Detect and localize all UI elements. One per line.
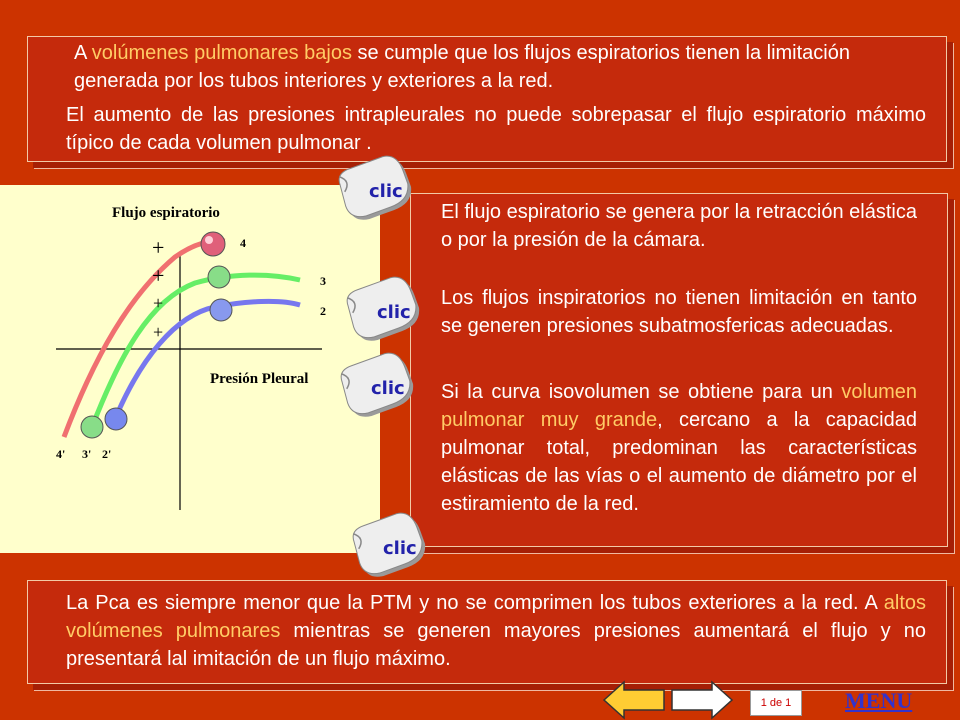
- plus-sign: +: [153, 322, 164, 342]
- ball-3: [208, 266, 230, 288]
- clic-label-2: clic: [377, 302, 411, 323]
- curve-label-3-prime: 3': [82, 447, 92, 461]
- right-paragraph-2: Los flujos inspiratorios no tienen limitación en tanto se generen presiones subatmosfericas adecuadas.: [441, 287, 917, 337]
- right-highlight: volumen pulmonar muy grande: [441, 381, 917, 431]
- top-text-box: [27, 36, 947, 162]
- ball-2: [210, 299, 232, 321]
- bottom-paragraph: La Pca es siempre menor que la PTM y no se comprimen los tubos exteriores a la red. A altos volúmenes pulmonares mientras se generen mayores presiones aumentará el flujo y no presentará lal imitación de un flujo máximo.: [66, 592, 927, 670]
- forward-arrow-icon[interactable]: [670, 680, 734, 720]
- ball-4: [201, 232, 225, 256]
- clic-label-1: clic: [369, 181, 403, 202]
- top-paragraph-1: A volúmenes pulmonares bajos se cumple que los flujos espiratorios tienen la limitación generada por los tubos interiores y exteriores a la red.: [74, 42, 850, 92]
- curve-label-4: 4: [240, 236, 246, 250]
- curve-label-3: 3: [320, 274, 326, 288]
- plus-sign: +: [152, 235, 165, 260]
- clic-label-4: clic: [383, 538, 417, 559]
- top-highlight: volúmenes pulmonares bajos: [91, 42, 352, 64]
- plus-sign: +: [152, 263, 165, 288]
- plus-sign: +: [153, 293, 164, 313]
- menu-link[interactable]: MENU: [845, 688, 913, 713]
- curve-label-4-prime: 4': [56, 447, 66, 461]
- x-axis-title: Presión Pleural: [210, 371, 309, 387]
- bottom-highlight: altos volúmenes pulmonares: [66, 592, 926, 642]
- curve-label-2-prime: 2': [102, 447, 112, 461]
- bottom-text-box: [27, 580, 947, 684]
- curve-2: [115, 301, 300, 419]
- curve-4: [64, 241, 225, 437]
- isovolume-chart: [0, 185, 380, 553]
- ball-2-prime: [105, 408, 127, 430]
- back-arrow-icon[interactable]: [602, 680, 666, 720]
- clic-button-1[interactable]: [336, 155, 416, 225]
- isovolume-chart-panel: [0, 185, 380, 553]
- y-axis-title: Flujo espiratorio: [112, 205, 220, 221]
- page-indicator: 1 de 1: [750, 690, 802, 716]
- curve-label-2: 2: [320, 304, 326, 318]
- right-text-box: [410, 193, 948, 547]
- clic-button-2[interactable]: [344, 276, 424, 346]
- right-paragraph-3: Si la curva isovolumen se obtiene para un volumen pulmonar muy grande, cercano a la capacidad pulmonar total, predominan las características elásticas de las vías o el aumento de diámetro por el estiramiento de la red.: [441, 381, 917, 515]
- clic-button-3[interactable]: [338, 352, 418, 422]
- ball-3-prime: [81, 416, 103, 438]
- clic-button-4[interactable]: [350, 512, 430, 582]
- right-paragraph-1: El flujo espiratorio se genera por la retracción elástica o por la presión de la cámara.: [441, 201, 917, 251]
- clic-label-3: clic: [371, 378, 405, 399]
- top-paragraph-2: El aumento de las presiones intrapleurales no puede sobrepasar el flujo espiratorio máximo típico de cada volumen pulmonar .: [66, 104, 926, 154]
